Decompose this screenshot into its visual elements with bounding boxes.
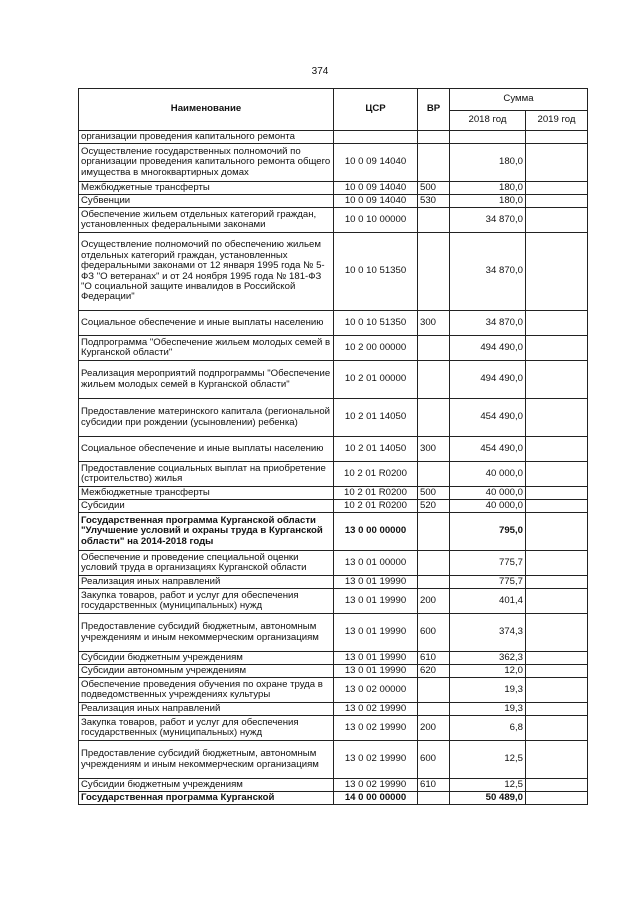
row-csr: 13 0 02 19990 [334, 779, 418, 792]
row-sum-2019 [526, 513, 588, 551]
row-sum-2018: 34 870,0 [450, 233, 526, 311]
row-vr: 620 [418, 665, 450, 678]
table-body [79, 131, 588, 805]
row-sum-2019 [526, 336, 588, 361]
row-name: Осуществление полномочий по обеспечению жильем отдельных категорий граждан, установленных федеральными законами от 12 января 1995 года № 5-ФЗ "О ветеранах" и от 24 ноября 1995 года № 181-ФЗ "О социальной защите инвалидов в Российской Федерации" [79, 233, 334, 311]
row-csr: 10 2 01 R0200 [334, 500, 418, 513]
row-name: организации проведения капитального ремонта [79, 131, 334, 144]
row-sum-2018: 775,7 [450, 576, 526, 589]
row-csr: 13 0 01 19990 [334, 665, 418, 678]
row-csr: 13 0 00 00000 [334, 513, 418, 551]
row-csr: 10 0 09 14040 [334, 195, 418, 208]
row-sum-2018: 12,5 [450, 779, 526, 792]
row-name: Обеспечение жильем отдельных категорий граждан, установленных федеральными законами [79, 208, 334, 233]
row-vr: 200 [418, 589, 450, 614]
row-name: Предоставление социальных выплат на приобретение (строительство) жилья [79, 462, 334, 487]
table-row [79, 716, 588, 741]
row-vr: 530 [418, 195, 450, 208]
row-name: Субсидии [79, 500, 334, 513]
row-vr: 520 [418, 500, 450, 513]
table-row [79, 665, 588, 678]
row-sum-2018: 454 490,0 [450, 437, 526, 462]
row-vr: 600 [418, 614, 450, 652]
row-csr: 13 0 01 19990 [334, 652, 418, 665]
row-sum-2018: 40 000,0 [450, 487, 526, 500]
row-csr: 10 0 10 51350 [334, 233, 418, 311]
row-csr: 13 0 01 19990 [334, 589, 418, 614]
row-sum-2018: 12,0 [450, 665, 526, 678]
table-row [79, 437, 588, 462]
row-name: Субсидии автономным учреждениям [79, 665, 334, 678]
row-sum-2018 [450, 131, 526, 144]
row-sum-2018: 401,4 [450, 589, 526, 614]
table-row [79, 652, 588, 665]
table-row [79, 361, 588, 399]
row-name: Реализация мероприятий подпрограммы "Обеспечение жильем молодых семей в Курганской области" [79, 361, 334, 399]
row-name: Закупка товаров, работ и услуг для обеспечения государственных (муниципальных) нужд [79, 589, 334, 614]
table-row [79, 551, 588, 576]
table-row [79, 233, 588, 311]
row-sum-2019 [526, 716, 588, 741]
row-name: Закупка товаров, работ и услуг для обеспечения государственных (муниципальных) нужд [79, 716, 334, 741]
row-name: Обеспечение и проведение специальной оценки условий труда в организациях Курганской области [79, 551, 334, 576]
table-row [79, 399, 588, 437]
row-vr [418, 361, 450, 399]
row-sum-2019 [526, 195, 588, 208]
row-csr [334, 131, 418, 144]
row-vr [418, 208, 450, 233]
row-csr: 13 0 02 00000 [334, 678, 418, 703]
row-csr: 10 0 09 14040 [334, 144, 418, 182]
row-vr [418, 513, 450, 551]
header-year-2018: 2018 год [450, 111, 526, 131]
table-row [79, 462, 588, 487]
row-sum-2019 [526, 311, 588, 336]
row-sum-2019 [526, 144, 588, 182]
row-sum-2019 [526, 652, 588, 665]
header-sum: Сумма [450, 89, 588, 111]
table-row [79, 131, 588, 144]
header-vr: ВР [418, 89, 450, 131]
row-sum-2019 [526, 589, 588, 614]
row-csr: 10 2 01 R0200 [334, 487, 418, 500]
table-row [79, 678, 588, 703]
row-csr: 10 2 01 14050 [334, 399, 418, 437]
row-sum-2019 [526, 779, 588, 792]
row-csr: 13 0 02 19990 [334, 716, 418, 741]
row-sum-2019 [526, 551, 588, 576]
row-sum-2019 [526, 437, 588, 462]
page-number: 374 [311, 66, 329, 77]
row-vr: 610 [418, 652, 450, 665]
row-vr: 600 [418, 741, 450, 779]
table-row [79, 792, 588, 805]
row-vr [418, 576, 450, 589]
row-sum-2019 [526, 792, 588, 805]
row-name: Социальное обеспечение и иные выплаты населению [79, 437, 334, 462]
table-row [79, 779, 588, 792]
row-csr: 10 2 01 00000 [334, 361, 418, 399]
row-name: Социальное обеспечение и иные выплаты населению [79, 311, 334, 336]
row-sum-2018: 795,0 [450, 513, 526, 551]
row-sum-2018: 40 000,0 [450, 500, 526, 513]
row-csr: 10 0 10 00000 [334, 208, 418, 233]
row-name: Государственная программа Курганской [79, 792, 334, 805]
table-row [79, 195, 588, 208]
row-csr: 10 0 09 14040 [334, 182, 418, 195]
row-vr [418, 792, 450, 805]
row-vr: 500 [418, 182, 450, 195]
row-csr: 14 0 00 00000 [334, 792, 418, 805]
row-name: Субвенции [79, 195, 334, 208]
row-vr [418, 131, 450, 144]
row-sum-2018: 6,8 [450, 716, 526, 741]
row-name: Предоставление материнского капитала (региональной субсидии при рождении (усыновлении) ребенка) [79, 399, 334, 437]
table-row [79, 487, 588, 500]
row-name: Межбюджетные трансферты [79, 182, 334, 195]
row-sum-2018: 374,3 [450, 614, 526, 652]
row-vr [418, 144, 450, 182]
row-sum-2019 [526, 233, 588, 311]
row-sum-2019 [526, 487, 588, 500]
row-name: Государственная программа Курганской области "Улучшение условий и охраны труда в Курганской области" на 2014-2018 годы [79, 513, 334, 551]
row-csr: 13 0 01 19990 [334, 576, 418, 589]
row-sum-2018: 362,3 [450, 652, 526, 665]
row-sum-2018: 180,0 [450, 195, 526, 208]
row-vr [418, 336, 450, 361]
row-sum-2018: 494 490,0 [450, 361, 526, 399]
row-sum-2019 [526, 678, 588, 703]
table-row [79, 336, 588, 361]
row-name: Субсидии бюджетным учреждениям [79, 652, 334, 665]
row-sum-2019 [526, 614, 588, 652]
row-sum-2018: 50 489,0 [450, 792, 526, 805]
row-sum-2018: 40 000,0 [450, 462, 526, 487]
row-vr: 300 [418, 437, 450, 462]
table-row [79, 182, 588, 195]
row-csr: 10 2 01 14050 [334, 437, 418, 462]
row-sum-2018: 180,0 [450, 144, 526, 182]
row-vr [418, 703, 450, 716]
row-sum-2018: 454 490,0 [450, 399, 526, 437]
row-vr: 300 [418, 311, 450, 336]
row-vr: 500 [418, 487, 450, 500]
row-csr: 13 0 01 19990 [334, 614, 418, 652]
row-csr: 10 2 00 00000 [334, 336, 418, 361]
row-sum-2019 [526, 399, 588, 437]
table-row [79, 311, 588, 336]
table-row [79, 500, 588, 513]
row-sum-2019 [526, 182, 588, 195]
row-sum-2018: 12,5 [450, 741, 526, 779]
row-sum-2018: 34 870,0 [450, 208, 526, 233]
header-year-2019: 2019 год [526, 111, 588, 131]
row-name: Предоставление субсидий бюджетным, автономным учреждениям и иным некоммерческим организациям [79, 614, 334, 652]
row-csr: 10 2 01 R0200 [334, 462, 418, 487]
table-row [79, 741, 588, 779]
row-vr: 200 [418, 716, 450, 741]
row-vr: 610 [418, 779, 450, 792]
row-vr [418, 233, 450, 311]
row-vr [418, 399, 450, 437]
budget-table [78, 88, 588, 805]
row-name: Реализация иных направлений [79, 576, 334, 589]
row-sum-2019 [526, 462, 588, 487]
row-csr: 10 0 10 51350 [334, 311, 418, 336]
row-name: Субсидии бюджетным учреждениям [79, 779, 334, 792]
row-csr: 13 0 02 19990 [334, 741, 418, 779]
row-vr [418, 678, 450, 703]
row-name: Подпрограмма "Обеспечение жильем молодых семей в Курганской области" [79, 336, 334, 361]
row-sum-2018: 775,7 [450, 551, 526, 576]
table-row [79, 576, 588, 589]
row-sum-2019 [526, 208, 588, 233]
table-row [79, 144, 588, 182]
row-sum-2018: 19,3 [450, 678, 526, 703]
row-sum-2019 [526, 576, 588, 589]
row-name: Предоставление субсидий бюджетным, автономным учреждениям и иным некоммерческим организациям [79, 741, 334, 779]
row-sum-2019 [526, 500, 588, 513]
row-name: Реализация иных направлений [79, 703, 334, 716]
row-sum-2018: 494 490,0 [450, 336, 526, 361]
table-row [79, 614, 588, 652]
row-name: Обеспечение проведения обучения по охране труда в подведомственных учреждениях культуры [79, 678, 334, 703]
header-name: Наименование [79, 89, 334, 131]
row-csr: 13 0 01 00000 [334, 551, 418, 576]
row-sum-2019 [526, 741, 588, 779]
row-sum-2018: 180,0 [450, 182, 526, 195]
row-sum-2018: 19,3 [450, 703, 526, 716]
row-sum-2019 [526, 665, 588, 678]
row-sum-2019 [526, 703, 588, 716]
row-vr [418, 462, 450, 487]
row-csr: 13 0 02 19990 [334, 703, 418, 716]
header-csr: ЦСР [334, 89, 418, 131]
table-row [79, 703, 588, 716]
row-vr [418, 551, 450, 576]
row-sum-2019 [526, 361, 588, 399]
table-row [79, 513, 588, 551]
table-row [79, 589, 588, 614]
row-name: Межбюджетные трансферты [79, 487, 334, 500]
table-row [79, 208, 588, 233]
row-name: Осуществление государственных полномочий по организации проведения капитального ремонта общего имущества в многоквартирных домах [79, 144, 334, 182]
row-sum-2019 [526, 131, 588, 144]
row-sum-2018: 34 870,0 [450, 311, 526, 336]
